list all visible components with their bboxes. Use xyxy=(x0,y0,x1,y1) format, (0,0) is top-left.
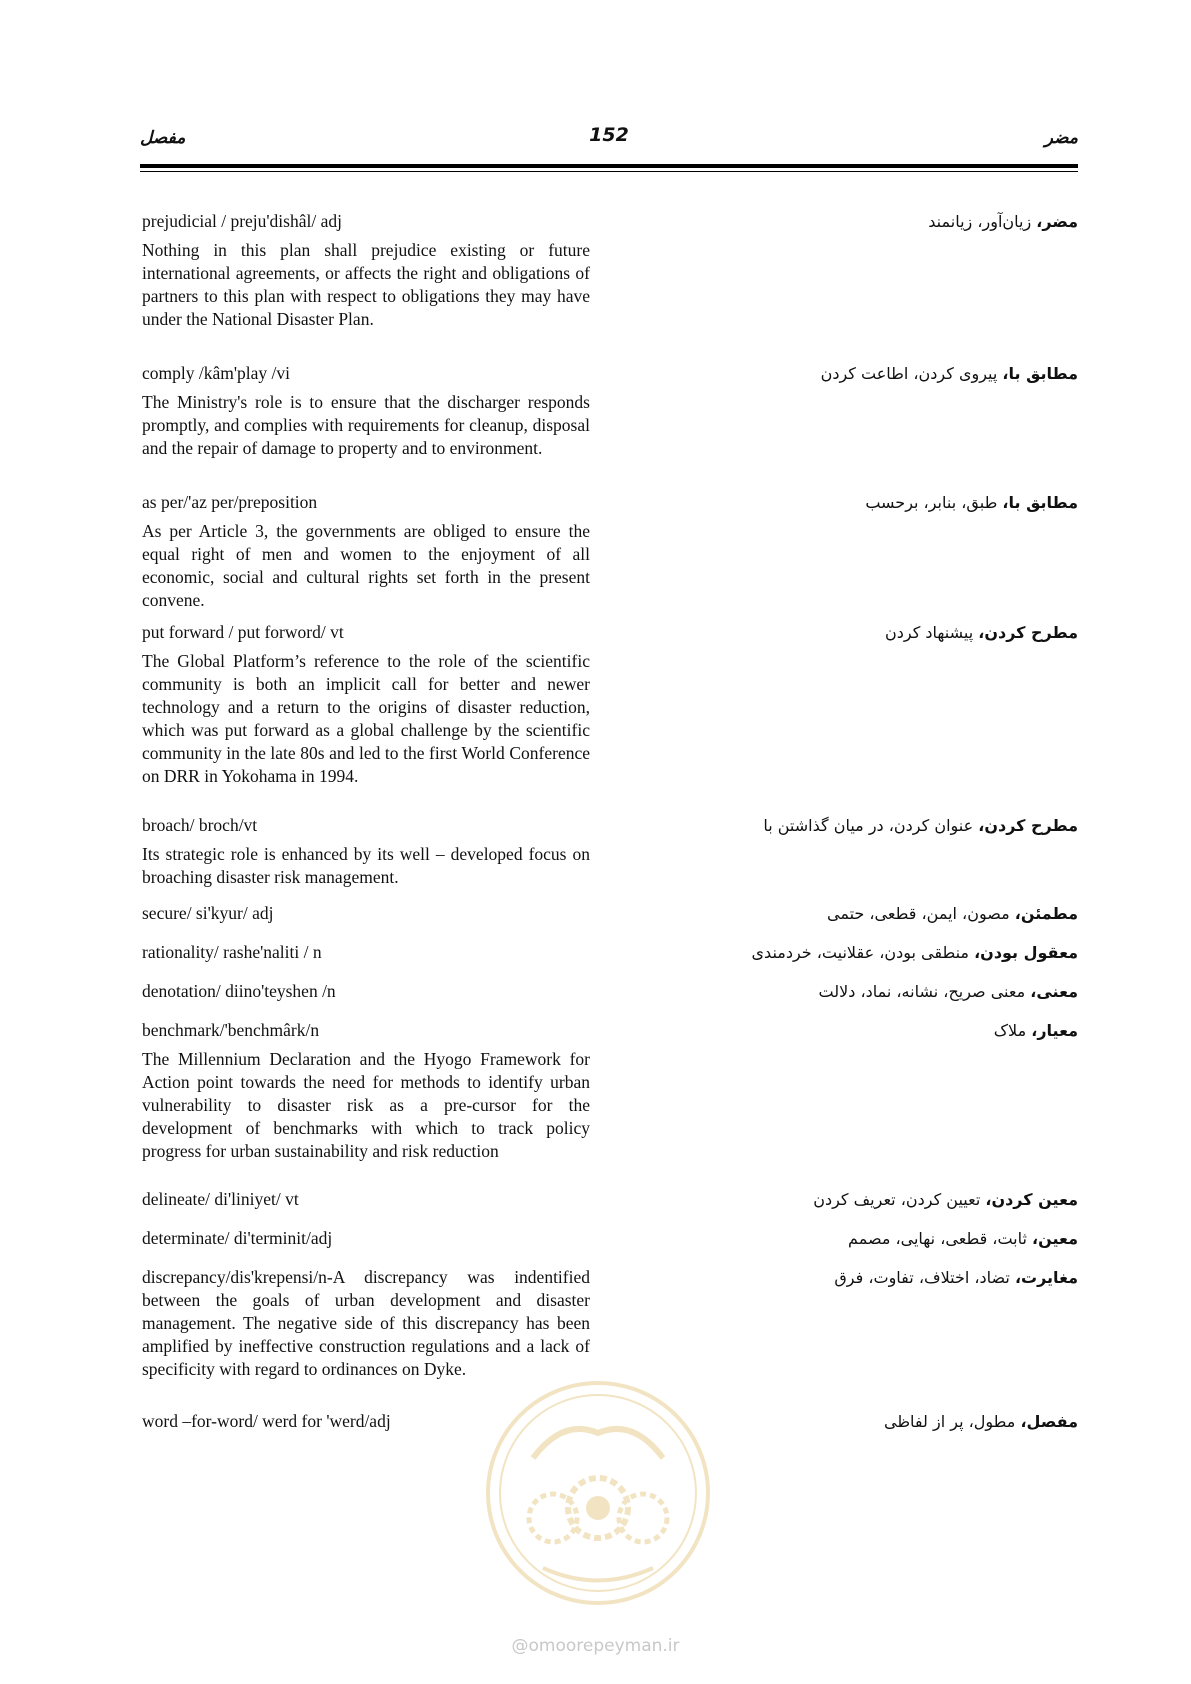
entry-english xyxy=(142,980,590,1009)
entry-english xyxy=(142,1227,590,1256)
entry-persian-term: مطابق با، xyxy=(1002,364,1078,383)
entry-persian-term: مطابق با، xyxy=(1002,493,1078,512)
header-rule-thin xyxy=(140,171,1078,172)
header-rule-thick xyxy=(140,164,1078,168)
entry-persian xyxy=(648,491,1078,514)
entry-persian xyxy=(648,362,1078,385)
entry-example: Nothing in this plan shall prejudice existing or future international agreements, or affects the right and obligations of partners to this plan with respect to obligations they may have under the National Disaster Plan. xyxy=(142,240,590,329)
entry-persian-meaning: ملاک xyxy=(993,1021,1032,1040)
entry-persian xyxy=(648,941,1078,964)
entry-persian xyxy=(648,621,1078,644)
entry-persian-meaning: طبق، بنابر، برحسب xyxy=(865,493,1003,512)
entry-persian-term: مضر، xyxy=(1036,212,1078,231)
entry-english xyxy=(142,210,590,331)
entry-example: discrepancy/dis'krepensi/n-A discrepancy was indentified between the goals of urban development and disaster management. The negative side of this discrepancy has been amplified by ineffective construction regulations and a lack of specificity with regard to ordinances on Dyke. xyxy=(142,1267,590,1379)
entry-persian-meaning: ثابت، قطعی، نهایی، مصمم xyxy=(848,1229,1033,1248)
watermark-site: @omoorepeyman.ir xyxy=(511,1636,680,1656)
entry-headword: benchmark/'benchmârk/n xyxy=(142,1020,320,1040)
entry-example: The Ministry's role is to ensure that the discharger responds promptly, and complies with requirements for cleanup, disposal and the repair of damage to property and to environment. xyxy=(142,392,590,458)
entry-persian-term: معین، xyxy=(1032,1229,1078,1248)
entry-headword: secure/ si'kyur/ adj xyxy=(142,903,274,923)
entry-english xyxy=(142,941,590,970)
entry-persian xyxy=(648,902,1078,925)
entry-persian-meaning: مطول، پر از لفاظی xyxy=(883,1412,1021,1431)
entry-headword: put forward / put forword/ vt xyxy=(142,622,344,642)
entry-english xyxy=(142,1410,590,1439)
entry-persian-term: مغایرت، xyxy=(1014,1268,1078,1287)
entry-persian-term: معیار، xyxy=(1031,1021,1078,1040)
entry-headword: rationality/ rashe'naliti / n xyxy=(142,942,322,962)
entry-persian-meaning: عنوان کردن، در میان گذاشتن با xyxy=(763,816,979,835)
page-number: 152 xyxy=(589,124,629,146)
entry-headword: determinate/ di'terminit/adj xyxy=(142,1228,333,1248)
entry-example: The Millennium Declaration and the Hyogo Framework for Action point towards the need for methods to identify urban vulnerability to disaster risk as a pre-cursor for the development of benchmarks with which to track policy progress for urban sustainability and risk reduction xyxy=(142,1049,590,1161)
entry-headword: prejudicial / preju'dishâl/ adj xyxy=(142,211,342,231)
entry-persian-term: معقول بودن، xyxy=(974,943,1078,962)
entry-example: The Global Platform’s reference to the role of the scientific community is both an implicit call for better and newer technology and a return to the origins of disaster reduction, which was put forward as a global challenge by the scientific community in the late 80s and led to the first World Conference on DRR in Yokohama in 1994. xyxy=(142,651,590,786)
entry-headword: broach/ broch/vt xyxy=(142,815,258,835)
entry-persian-term: مطرح کردن، xyxy=(978,816,1078,835)
entry-english xyxy=(142,902,590,931)
entry-persian-meaning: پیشنهاد کردن xyxy=(885,623,979,642)
entry-persian xyxy=(648,814,1078,837)
entry-persian-term: معنی، xyxy=(1030,982,1078,1001)
entry-persian-term: مفصل، xyxy=(1020,1412,1078,1431)
entry-persian-meaning: زیان‌آور، زیانمند xyxy=(928,212,1037,231)
entry-persian-meaning: پیروی کردن، اطاعت کردن xyxy=(820,364,1003,383)
entry-persian-meaning: تعیین کردن، تعریف کردن xyxy=(813,1190,986,1209)
entry-persian-meaning: مصون، ایمن، قطعی، حتمی xyxy=(827,904,1015,923)
entry-english xyxy=(142,491,590,612)
entry-headword: delineate/ di'liniyet/ vt xyxy=(142,1189,299,1209)
entry-persian-meaning: معنی صریح، نشانه، نماد، دلالت xyxy=(818,982,1031,1001)
entry-persian xyxy=(648,1266,1078,1289)
entry-english xyxy=(142,1188,590,1217)
entry-english xyxy=(142,1019,590,1163)
entry-headword: word –for-word/ werd for 'werd/adj xyxy=(142,1411,391,1431)
entry-persian xyxy=(648,980,1078,1003)
entry-headword: as per/'az per/preposition xyxy=(142,492,318,512)
entry-english xyxy=(142,362,590,460)
entry-english xyxy=(142,621,590,788)
entry-persian-term: مطمئن، xyxy=(1014,904,1078,923)
entry-english xyxy=(142,814,590,889)
entry-persian-meaning: منطقی بودن، عقلانیت، خردمندی xyxy=(751,943,975,962)
entry-persian xyxy=(648,1019,1078,1042)
page-header xyxy=(140,124,1078,152)
entry-example: Its strategic role is enhanced by its well – developed focus on broaching disaster risk management. xyxy=(142,844,590,887)
entry-persian-term: معین کردن، xyxy=(985,1190,1078,1209)
entry-headword: comply /kâm'play /vi xyxy=(142,363,290,383)
entry-example: As per Article 3, the governments are obliged to ensure the equal right of men and women to the enjoyment of all economic, social and cultural rights set forth in the present convene. xyxy=(142,521,590,610)
entry-persian-term: مطرح کردن، xyxy=(978,623,1078,642)
entry-persian-meaning: تضاد، اختلاف، تفاوت، فرق xyxy=(834,1268,1015,1287)
entry-headword: denotation/ diino'teyshen /n xyxy=(142,981,336,1001)
entry-persian xyxy=(648,1188,1078,1211)
entry-persian xyxy=(648,210,1078,233)
entry-persian xyxy=(648,1410,1078,1433)
header-first-word: مضر xyxy=(1044,128,1078,148)
header-last-word: مفصل xyxy=(140,128,186,148)
entry-english xyxy=(142,1266,590,1381)
entry-persian xyxy=(648,1227,1078,1250)
